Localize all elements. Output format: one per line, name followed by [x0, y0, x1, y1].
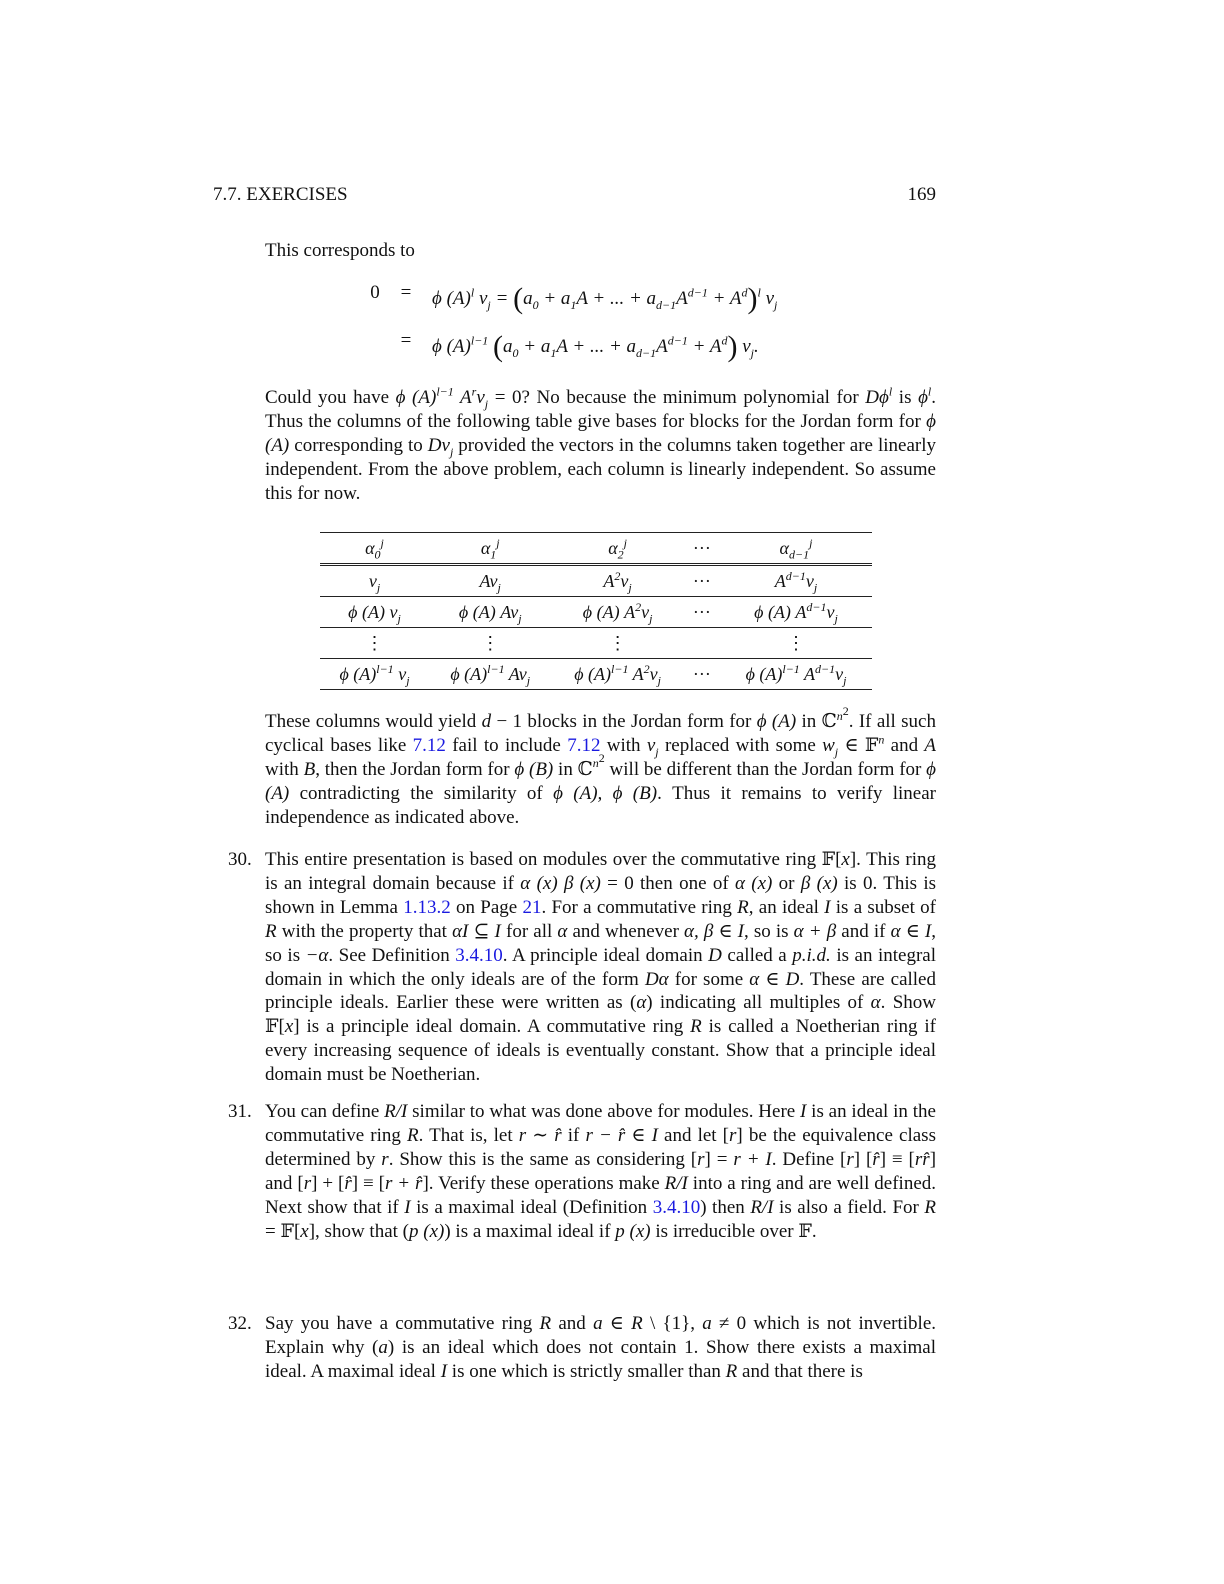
table-cell: ϕ (A) $v_j$ [320, 597, 429, 628]
table-row [320, 659, 872, 690]
table-cell: ϕ $(A)^{l-1}$ $Av_j$ [429, 659, 551, 690]
table-cell: $v_j$ [320, 565, 429, 597]
table-cell: ··· [684, 565, 720, 597]
exercise-32 [228, 1312, 936, 1384]
exercise-30 [228, 848, 936, 1087]
table-cell: ··· [684, 597, 720, 628]
section-title: 7.7. EXERCISES [213, 184, 348, 205]
table-cell: ⋮ [720, 628, 872, 659]
table-row [320, 628, 872, 659]
table-cell: ··· [684, 659, 720, 690]
intro-line: This corresponds to [265, 240, 415, 261]
definition-link[interactable]: 3.4.10 [652, 1196, 701, 1218]
table-header-cell: $\alpha_1^j$ [429, 533, 551, 565]
table-header-cell: ··· [684, 533, 720, 565]
lemma-link[interactable]: 1.13.2 [403, 896, 451, 918]
paragraph-2: These columns would yield d − 1 blocks in the Jordan form for ϕ (A) in ℂ$^{n^2}$. If all such cyclical bases like 7.12 fail to include 7.12 with $v_j$ replaced with some $w_j$ ∈ 𝔽$^n$ and A with B, then the Jordan form for ϕ (B) in ℂ$^{n^2}$ will be different than the Jordan form for ϕ (A) contradicting the similarity of ϕ (A), ϕ (B). Thus it remains to verify linear independence as indicated above. [265, 703, 936, 828]
equation-link[interactable]: 7.12 [412, 734, 446, 756]
table-row [320, 565, 872, 597]
table-cell: ϕ $(A)^{l-1}$ $v_j$ [320, 659, 429, 690]
table-header-cell: $\alpha_0^j$ [320, 533, 429, 565]
table-header-row [320, 533, 872, 565]
table-cell: ϕ $(A)^{l-1}$ $A^2v_j$ [551, 659, 683, 690]
page-link[interactable]: 21 [522, 896, 542, 918]
equation-link[interactable]: 7.12 [567, 734, 601, 756]
table-cell: ⋮ [429, 628, 551, 659]
exercise-31 [228, 1100, 936, 1243]
equation-zero: 0 [370, 282, 380, 303]
jordan-basis-table [320, 532, 872, 690]
table-cell: ϕ (A) $A^{d-1}v_j$ [720, 597, 872, 628]
table-row [320, 597, 872, 628]
table-cell: ϕ $(A)^{l-1}$ $A^{d-1}v_j$ [720, 659, 872, 690]
table-cell: ϕ (A) $Av_j$ [429, 597, 551, 628]
exercise-text: You can define R/I similar to what was done above for modules. Here I is an ideal in the commutative ring R. That is, let r ∼ r̂ if r − r̂ ∈ I and let [r] be the equivalence class determined by r. Show this is the same as considering [r] = r + I. Define [r] [r̂] ≡ [rr̂] and [r] + [r̂] ≡ [r + r̂]. Verify these operations make R/I into a ring and are well defined. Next show that if I is a maximal ideal (Definition 3.4.10) then R/I is also a field. For R = 𝔽[x], show that (p (x)) is a maximal ideal if p (x) is irreducible over 𝔽. [265, 1101, 937, 1242]
exercise-text: Say you have a commutative ring R and a ∈ R \ {1}, a ≠ 0 which is not invertible. Explain why (a) is an ideal which does not contain 1. Show there exists a maximal ideal. A maximal ideal I is one which is strictly smaller than R and that there is [265, 1313, 937, 1382]
table-cell [684, 628, 720, 659]
running-header [213, 184, 936, 206]
exercise-number: 31. [228, 1101, 252, 1122]
exercise-number: 30. [228, 849, 252, 870]
table-cell: $A^2v_j$ [551, 565, 683, 597]
page-number: 169 [907, 184, 936, 205]
equation-rhs-1: ϕ $(A)^l$ $v_j = (a_0 + a_1A$ + ... + $a_{d-1}A^{d-1} + A^d)^l$ $v_j$ [432, 282, 778, 315]
exercise-number: 32. [228, 1313, 252, 1334]
table-cell: ⋮ [320, 628, 429, 659]
paragraph-1: Could you have ϕ $(A)^{l-1}$ $A^rv_j = 0$? No because the minimum polynomial for $D\phi^l$ is $\phi^l$. Thus the columns of the following table give bases for blocks for the Jordan form for ϕ (A) corresponding to $Dv_j$ provided the vectors in the columns taken together are linearly independent. From the above problem, each column is linearly independent. So assume this for now. [265, 384, 936, 504]
equation-equals-1: = [400, 282, 412, 303]
equation-equals-2: = [400, 330, 412, 351]
table-cell: ϕ (A) $A^2v_j$ [551, 597, 683, 628]
table-header-cell: $\alpha_{d-1}^j$ [720, 533, 872, 565]
table-cell: $Av_j$ [429, 565, 551, 597]
table-header-cell: $\alpha_2^j$ [551, 533, 683, 565]
definition-link[interactable]: 3.4.10 [455, 944, 503, 966]
equation-rhs-2: ϕ $(A)^{l-1}$ ($a_0 + a_1A$ + ... + $a_{d-1}A^{d-1} + A^d$) $v_j$. [432, 330, 759, 363]
table-cell: ⋮ [551, 628, 683, 659]
exercise-text: This entire presentation is based on modules over the commutative ring 𝔽[x]. This ring is an integral domain because if α (x) β (x) = 0 then one of α (x) or β (x) is 0. This is shown in Lemma 1.13.2 on Page 21. For a commutative ring R, an ideal I is a subset of R with the property that αI ⊆ I for all α and whenever α, β ∈ I, so is α + β and if α ∈ I, so is −α. See Definition 3.4.10. A principle ideal domain D called a p.i.d. is an integral domain in which the only ideals are of the form Dα for some α ∈ D. These are called principle ideals. Earlier these were written as (α) indicating all multiples of α. Show 𝔽[x] is a principle ideal domain. A commutative ring R is called a Noetherian ring if every increasing sequence of ideals is eventually constant. Show that a principle ideal domain must be Noetherian. [265, 849, 937, 1086]
table-cell: $A^{d-1}v_j$ [720, 565, 872, 597]
